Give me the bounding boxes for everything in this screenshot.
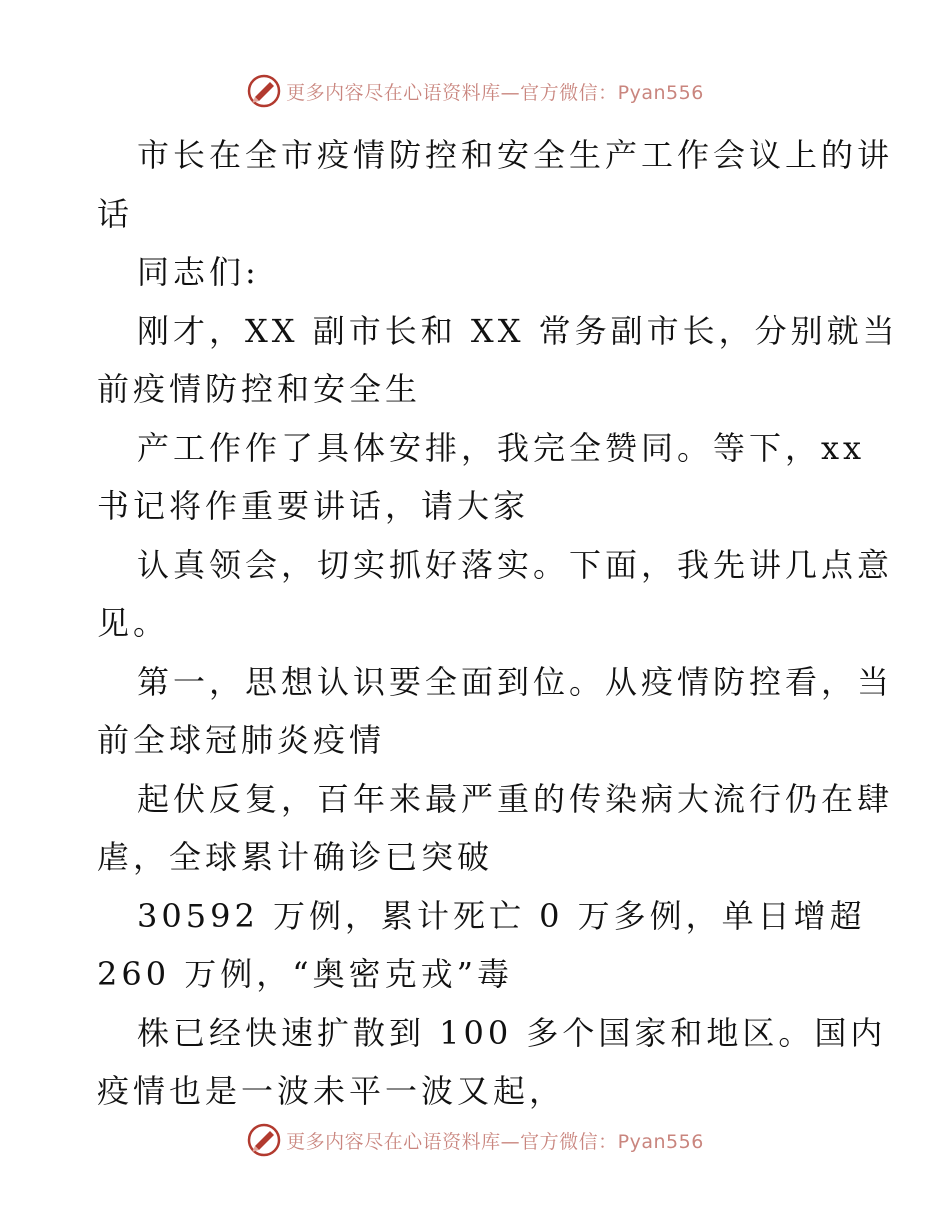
paragraph-line: 产工作作了具体安排，我完全赞同。等下，xx bbox=[137, 428, 866, 467]
paragraph-line: 30592 万例，累计死亡 0 万多例，单日增超 bbox=[137, 896, 866, 935]
salutation: 同志们: bbox=[137, 253, 260, 291]
watermark-text: 更多内容尽在心语资料库—官方微信：Pyan556 bbox=[286, 81, 704, 104]
paragraph-line: 起伏反复，百年来最严重的传染病大流行仍在肆 bbox=[137, 779, 894, 818]
document-body bbox=[97, 126, 899, 1121]
paragraph-line: 第一，思想认识要全面到位。从疫情防控看，当 bbox=[137, 662, 894, 701]
footer-watermark bbox=[0, 1120, 950, 1160]
logo-icon bbox=[246, 73, 282, 109]
paragraph-line: 见。 bbox=[97, 604, 170, 642]
paragraph-line: 刚才，XX 副市长和 XX 常务副市长，分别就当 bbox=[137, 311, 899, 350]
header-watermark bbox=[0, 71, 950, 111]
watermark-text: 更多内容尽在心语资料库—官方微信：Pyan556 bbox=[286, 1130, 704, 1153]
paragraph-line: 前全球冠肺炎疫情 bbox=[97, 721, 386, 759]
paragraph-line: 前疫情防控和安全生 bbox=[97, 370, 422, 408]
paragraph-line: 株已经快速扩散到 100 多个国家和地区。国内 bbox=[137, 1013, 887, 1052]
paragraph-line: 疫情也是一波未平一波又起， bbox=[97, 1072, 566, 1110]
logo-icon bbox=[246, 1122, 282, 1158]
document-title-cont: 话 bbox=[97, 194, 134, 233]
paragraph-line: 书记将作重要讲话，请大家 bbox=[97, 487, 530, 525]
document-title: 市长在全市疫情防控和安全生产工作会议上的讲 bbox=[137, 136, 894, 174]
paragraph-line: 260 万例，“奥密克戎”毒 bbox=[97, 955, 513, 993]
paragraph-line: 认真领会，切实抓好落实。下面，我先讲几点意 bbox=[137, 545, 894, 584]
paragraph-line: 虐，全球累计确诊已突破 bbox=[97, 838, 494, 876]
